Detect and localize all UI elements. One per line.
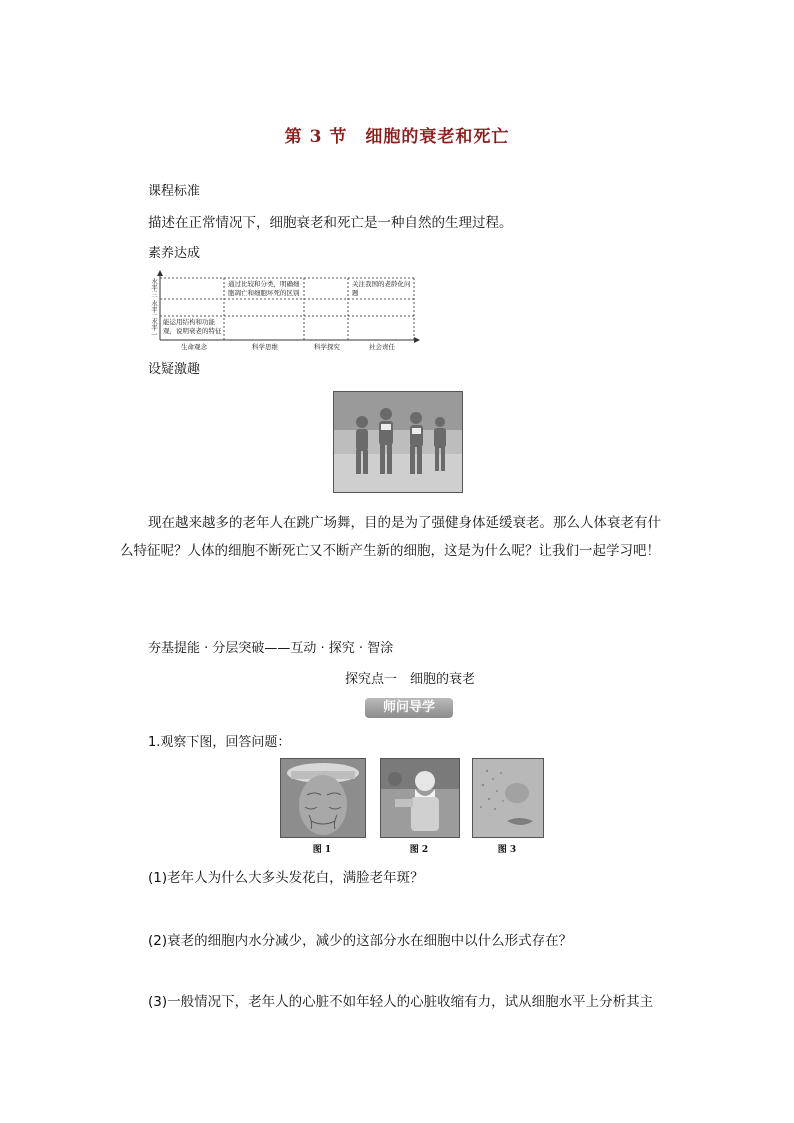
question1-part1: (1)老年人为什么大多头发花白，满脸老年斑？ xyxy=(148,870,424,886)
figure1-caption: 图 1 xyxy=(312,845,332,855)
x-category-thinking: 科学思维 xyxy=(252,343,278,351)
figure2-elderly-man xyxy=(380,758,460,838)
badge-label: 师问导学 xyxy=(382,700,435,715)
figure3-skin-closeup xyxy=(472,758,544,838)
level-3-label: 水平三 xyxy=(150,278,158,298)
figure2-caption: 图 2 xyxy=(409,845,429,855)
level-2-label: 水平二 xyxy=(150,300,158,320)
x-category-concept: 生命观念 xyxy=(181,343,207,351)
teacher-guide-badge xyxy=(365,698,453,718)
level-1-label: 水平一 xyxy=(150,318,158,338)
cell-level1-concept: 能运用结构和功能观，说明衰老的特征 xyxy=(163,318,222,335)
section-banner: 夯基提能 · 分层突破——互动 · 探究 · 智涂 xyxy=(148,641,394,656)
course-standard-text: 描述在正常情况下，细胞衰老和死亡是一种自然的生理过程。 xyxy=(148,215,513,231)
figure1-elderly-face xyxy=(280,758,366,838)
question1-part2: (2)衰老的细胞内水分减少，减少的这部分水在细胞中以什么形式存在？ xyxy=(148,933,573,949)
cell-level3-responsibility: 关注我国的老龄化问题 xyxy=(352,280,411,297)
competency-grid xyxy=(146,270,422,352)
square-dance-photo xyxy=(333,391,463,493)
page-title: 第 3 节 细胞的衰老和死亡 xyxy=(284,127,510,147)
competency-heading: 素养达成 xyxy=(148,246,201,261)
intro-heading: 设疑激趣 xyxy=(148,362,201,377)
inquiry-point-title: 探究点一 细胞的衰老 xyxy=(344,672,475,687)
figure3-caption: 图 3 xyxy=(497,845,517,855)
x-category-responsibility: 社会责任 xyxy=(369,343,395,351)
x-category-inquiry: 科学探究 xyxy=(314,343,340,351)
question1-part3: (3)一般情况下，老年人的心脏不如年轻人的心脏收缩有力，试从细胞水平上分析其主 xyxy=(148,994,654,1010)
course-standard-heading: 课程标准 xyxy=(148,184,201,199)
intro-paragraph-line1: 现在越来越多的老年人在跳广场舞，目的是为了强健身体延缓衰老。那么人体衰老有什 xyxy=(148,515,661,531)
cell-level3-thinking: 通过比较和分类，明确细胞凋亡和细胞坏死的区别 xyxy=(228,280,300,297)
question1-prompt: 1.观察下图，回答问题： xyxy=(148,735,291,750)
intro-paragraph-line2: 么特征呢？人体的细胞不断死亡又不断产生新的细胞，这是为什么呢？让我们一起学习吧！ xyxy=(120,543,660,559)
